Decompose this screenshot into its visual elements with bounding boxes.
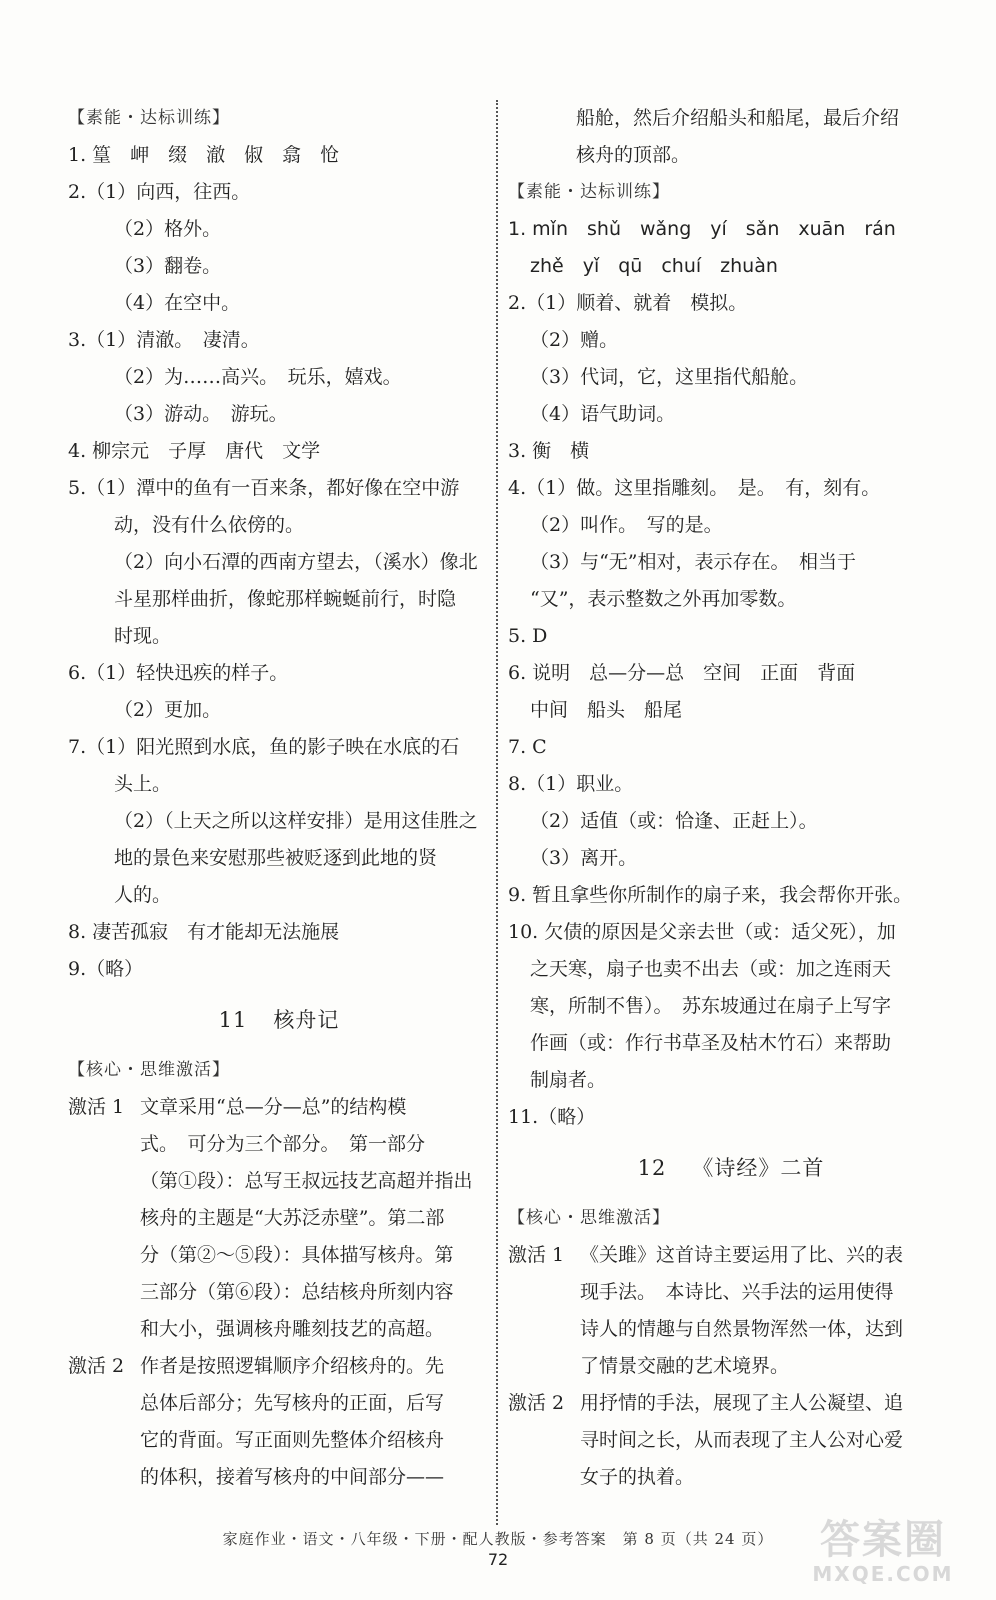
activation-label: 激活 2: [508, 1392, 565, 1414]
activation-block: [508, 1237, 954, 1385]
activation-body: [140, 1348, 490, 1496]
answer-line: 女子的执着。: [580, 1466, 695, 1488]
answer-line: 作画（或：作行书草圣及枯木竹石）来帮助: [530, 1032, 892, 1054]
watermark-logo: [788, 1518, 978, 1590]
activation-body: [580, 1385, 954, 1496]
lesson-title-text: 《诗经》二首: [692, 1156, 825, 1180]
answer-line: （3）游动。 游玩。: [114, 403, 288, 425]
answer-line: 3.（1）清澈。 凄清。: [68, 329, 260, 351]
activation-body: [140, 1089, 490, 1348]
answer-line: 核舟的顶部。: [576, 144, 691, 166]
answer-line: 核舟的主题是“大苏泛赤壁”。第二部: [140, 1207, 445, 1229]
answer-line: 文章采用“总—分—总”的结构模: [140, 1096, 407, 1118]
answer-line: （2）格外。: [114, 218, 222, 240]
answer-line: 5.（1）潭中的鱼有一百来条，都好像在空中游: [68, 477, 460, 499]
answer-line: 2.（1）向西，往西。: [68, 181, 251, 203]
section-heading: 【核心・思维激活】: [508, 1208, 670, 1228]
answer-line: （3）代词，它，这里指代船舱。: [530, 366, 809, 388]
answer-line: （3）与“无”相对，表示存在。 相当于: [530, 551, 857, 573]
activation-label: 激活 1: [508, 1244, 565, 1266]
answer-line: （2）向小石潭的西南方望去，（溪水）像北: [114, 551, 478, 573]
page-number: 72: [487, 1550, 509, 1569]
activation-label: 激活 1: [68, 1096, 125, 1118]
answer-line: （3）离开。: [530, 847, 638, 869]
answer-line: 7.（1）阳光照到水底，鱼的影子映在水底的石: [68, 736, 460, 758]
answer-line: 寻时间之长，从而表现了主人公对心爱: [580, 1429, 904, 1451]
answer-line: 7. C: [508, 736, 547, 758]
section-heading: 【素能・达标训练】: [68, 108, 230, 128]
answer-line: 时现。: [114, 625, 172, 647]
answer-line: （4）语气助词。: [530, 403, 676, 425]
answer-line: 《关雎》这首诗主要运用了比、兴的表: [580, 1244, 904, 1266]
answer-line: 4. 柳宗元 子厚 唐代 文学: [68, 440, 321, 462]
answer-line: 现手法。 本诗比、兴手法的运用使得: [580, 1281, 894, 1303]
answer-line: 总体后部分；先写核舟的正面，后写: [140, 1392, 445, 1414]
answer-line: 式。 可分为三个部分。 第一部分: [140, 1133, 426, 1155]
lesson-title: [508, 1136, 954, 1200]
answer-line: 船舱，然后介绍船头和船尾，最后介绍: [576, 107, 900, 129]
left-column: [68, 100, 490, 1496]
answer-line: 9. 暂且拿些你所制作的扇子来，我会帮你开张。: [508, 884, 913, 906]
answer-line: 6. 说明 总—分—总 空间 正面 背面: [508, 662, 856, 684]
answer-line: 中间 船头 船尾: [530, 699, 683, 721]
answer-line: 作者是按照逻辑顺序介绍核舟的。先: [140, 1355, 445, 1377]
section-heading: 【素能・达标训练】: [508, 182, 670, 202]
watermark-url: MXQE.COM: [812, 1562, 954, 1586]
answer-line: 斗星那样曲折，像蛇那样蜿蜒前行，时隐: [114, 588, 457, 610]
answer-line: （4）在空中。: [114, 292, 241, 314]
lesson-title-text: 核舟记: [273, 1008, 340, 1032]
section-heading: 【核心・思维激活】: [68, 1060, 230, 1080]
activation-body: [580, 1237, 954, 1385]
answer-line: （2）叫作。 写的是。: [530, 514, 723, 536]
answer-line: 它的背面。写正面则先整体介绍核舟: [140, 1429, 445, 1451]
activation-block: [508, 1385, 954, 1496]
watermark-text: 答案圈: [820, 1517, 946, 1563]
column-divider: [496, 100, 498, 1525]
answer-line: 之天寒，扇子也卖不出去（或：加之连雨天: [530, 958, 892, 980]
answer-line: 6.（1）轻快迅疾的样子。: [68, 662, 289, 684]
answer-line: （2）（上天之所以这样安排）是用这佳胜之: [114, 810, 478, 832]
activation-block: [68, 1348, 490, 1496]
answer-line: （2）适值（或：恰逢、正赶上）。: [530, 810, 818, 832]
answer-line: 8.（1）职业。: [508, 773, 634, 795]
answer-line: 的体积，接着写核舟的中间部分——: [140, 1466, 445, 1488]
answer-line: （3）翻卷。: [114, 255, 222, 277]
pinyin-line: 1. mǐn shǔ wǎng yí sǎn xuān rán: [508, 218, 896, 240]
page-footer: 家庭作业・语文・八年级・下册・配人教版・参考答案 第 8 页（共 24 页）: [222, 1530, 774, 1548]
answer-line: 8. 凄苦孤寂 有才能却无法施展: [68, 921, 340, 943]
lesson-number: 11: [218, 1008, 248, 1032]
answer-line: 动，没有什么依傍的。: [114, 514, 305, 536]
answer-line: （2）更加。: [114, 699, 222, 721]
answer-line: 三部分（第⑥段）：总结核舟所刻内容: [140, 1281, 454, 1303]
answer-line: （第①段）：总写王叔远技艺高超并指出: [140, 1170, 473, 1192]
answer-line: 寒，所制不售）。 苏东坡通过在扇子上写字: [530, 995, 892, 1017]
answer-line: 头上。: [114, 773, 172, 795]
answer-line: 1. 篁 岬 缀 澈 俶 翕 怆: [68, 144, 340, 166]
answer-line: 10. 欠债的原因是父亲去世（或：适父死），加: [508, 921, 896, 943]
answer-line: 5. D: [508, 625, 548, 647]
answer-line: 2.（1）顺着、就着 模拟。: [508, 292, 748, 314]
answer-line: 地的景色来安慰那些被贬逐到此地的贤: [114, 847, 438, 869]
activation-label: 激活 2: [68, 1355, 125, 1377]
answer-line: 3. 衡 横: [508, 440, 590, 462]
answer-line: （2）为……高兴。 玩乐，嬉戏。: [114, 366, 402, 388]
lesson-number: 12: [637, 1156, 667, 1180]
right-column: [508, 100, 954, 1496]
answer-line: 用抒情的手法，展现了主人公凝望、追: [580, 1392, 904, 1414]
answer-line: “又”，表示整数之外再加零数。: [530, 588, 797, 610]
answer-line: 9.（略）: [68, 958, 144, 980]
answer-line: （2）赠。: [530, 329, 619, 351]
answer-line: 11.（略）: [508, 1106, 596, 1128]
answer-line: 4.（1）做。这里指雕刻。 是。 有，刻有。: [508, 477, 881, 499]
answer-line: 分（第②～⑤段）：具体描写核舟。第: [140, 1244, 454, 1266]
answer-line: 人的。: [114, 884, 172, 906]
answer-line: 和大小，强调核舟雕刻技艺的高超。: [140, 1318, 445, 1340]
answer-line: 了情景交融的艺术境界。: [580, 1355, 790, 1377]
answer-line: 制扇者。: [530, 1069, 607, 1091]
answer-line: 诗人的情趣与自然景物浑然一体，达到: [580, 1318, 904, 1340]
activation-block: [68, 1089, 490, 1348]
lesson-title: [68, 988, 490, 1052]
pinyin-line: zhě yǐ qū chuí zhuàn: [530, 255, 778, 277]
